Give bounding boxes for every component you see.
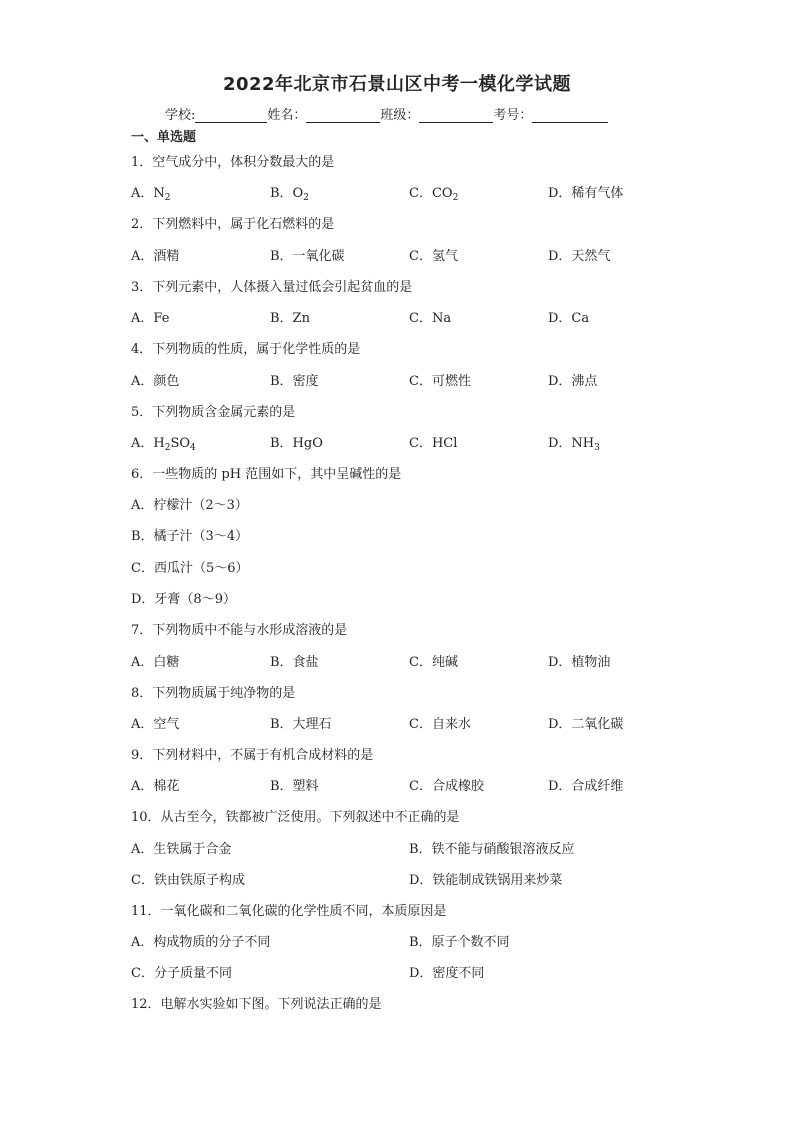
option-a: A．$N_2$ [131,186,171,203]
option-d: D．合成纤维 [548,779,624,794]
question-stem: 2．下列燃料中，属于化石燃料的是 [131,217,335,232]
question-stem: 1．空气成分中，体积分数最大的是 [131,155,335,170]
option-a: A．白糖 [131,655,180,670]
option-c: C．纯碱 [409,655,458,670]
school-blank[interactable] [195,110,267,123]
exam-no-blank[interactable] [532,110,608,123]
option-c: C．Na [409,311,452,326]
question-stem: 9．下列材料中，不属于有机合成材料的是 [131,748,374,763]
option-b: B．HgO [270,436,323,451]
class-label: 班级： [380,108,420,123]
option-a: A．生铁属于合金 [131,842,232,857]
option-b: B．塑料 [270,779,319,794]
option-a: A．棉花 [131,779,180,794]
option-c: C．西瓜汁（5～6） [131,561,249,576]
question-stem: 12．电解水实验如下图。下列说法正确的是 [131,997,382,1012]
option-d: D．牙膏（8～9） [131,592,236,607]
school-label: 学校: [165,108,196,123]
option-a: A．酒精 [131,249,180,264]
question-stem: 6．一些物质的 pH 范围如下，其中呈碱性的是 [131,467,402,482]
student-info-line [165,104,608,123]
exam-no-label: 考号： [493,108,533,123]
question-stem: 4．下列物质的性质，属于化学性质的是 [131,342,361,357]
question-stem: 3．下列元素中，人体摄入量过低会引起贫血的是 [131,280,413,295]
option-d: D．沸点 [548,374,598,389]
question-stem: 8．下列物质属于纯净物的是 [131,686,296,701]
option-c: C．HCl [409,436,458,451]
option-d: D．Ca [548,311,590,326]
option-a: A．构成物质的分子不同 [131,935,271,950]
name-blank[interactable] [306,110,380,123]
option-c: C．$CO_2$ [409,186,459,203]
option-c: C．分子质量不同 [131,966,232,981]
option-d: D．天然气 [548,249,611,264]
option-b: B．$O_2$ [270,186,309,203]
question-stem: 10．从古至今，铁都被广泛使用。下列叙述中不正确的是 [131,810,460,825]
option-d: D．稀有气体 [548,186,624,201]
option-c: C．可燃性 [409,374,471,389]
question-stem: 5．下列物质含金属元素的是 [131,405,296,420]
page-title: 2022年北京市石景山区中考一模化学试题 [222,74,572,95]
question-stem: 7．下列物质中不能与水形成溶液的是 [131,623,348,638]
option-b: B．食盐 [270,655,319,670]
option-b: B．密度 [270,374,319,389]
option-c: C．氢气 [409,249,458,264]
option-a: A．空气 [131,717,180,732]
option-b: B．原子个数不同 [409,935,510,950]
option-b: B．一氧化碳 [270,249,345,264]
option-c: C．自来水 [409,717,471,732]
option-b: B．铁不能与硝酸银溶液反应 [409,842,575,857]
class-blank[interactable] [419,110,493,123]
option-c: C．合成橡胶 [409,779,484,794]
option-d: D．二氧化碳 [548,717,624,732]
option-b: B．大理石 [270,717,332,732]
option-b: B．Zn [270,311,310,326]
option-b: B．橘子汁（3～4） [131,529,249,544]
option-a: A．柠檬汁（2～3） [131,498,248,513]
option-d: D．植物油 [548,655,611,670]
option-c: C．铁由铁原子构成 [131,873,245,888]
name-label: 姓名： [267,108,307,123]
option-d: D．密度不同 [409,966,485,981]
option-d: D．$NH_3$ [548,436,600,453]
section-heading: 一、单选题 [131,130,197,145]
option-a: A．$H_2SO_4$ [131,436,196,453]
option-d: D．铁能制成铁锅用来炒菜 [409,873,563,888]
option-a: A．Fe [131,311,170,326]
question-stem: 11．一氧化碳和二氧化碳的化学性质不同，本质原因是 [131,904,447,919]
option-a: A．颜色 [131,374,180,389]
